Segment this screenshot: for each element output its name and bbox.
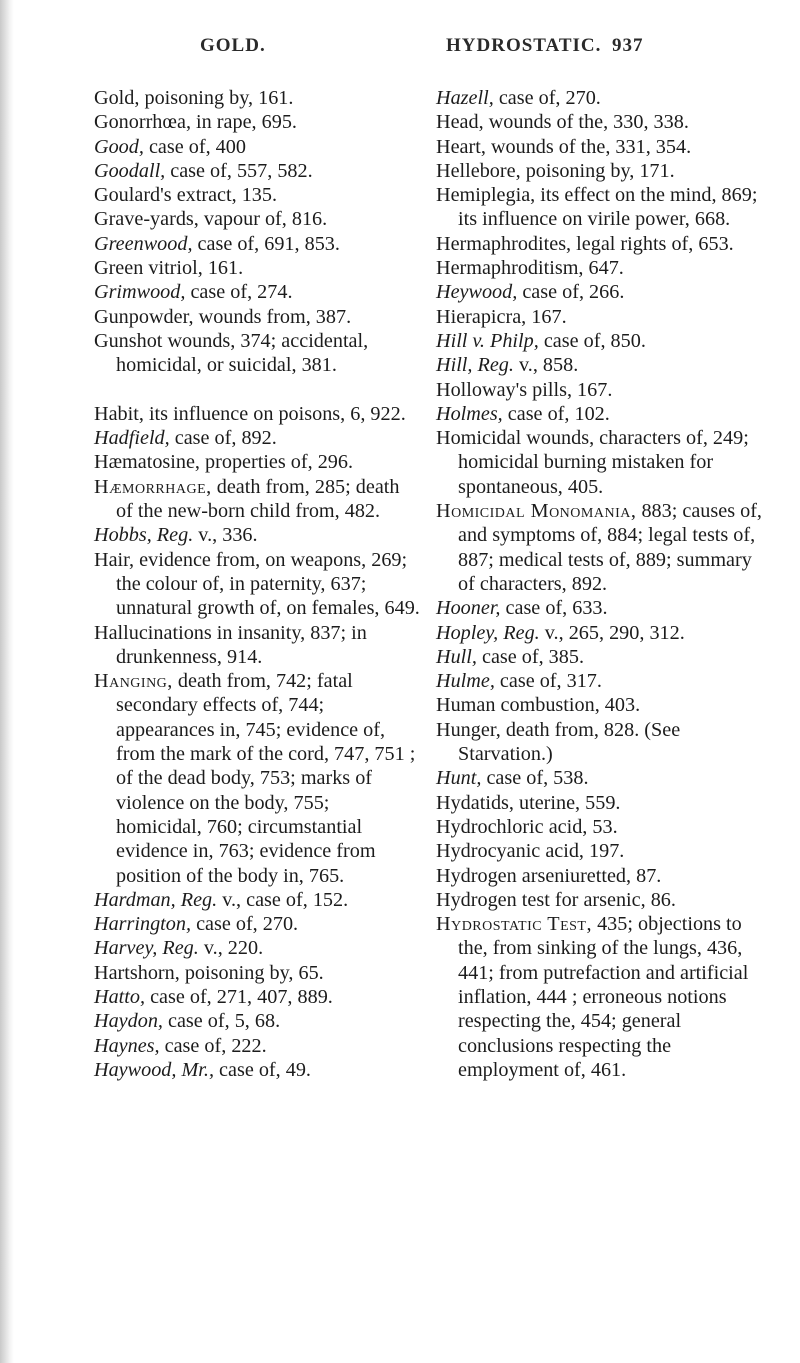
entry-heading: Greenwood, xyxy=(94,232,193,255)
entry-heading: Hazell, xyxy=(436,87,494,109)
entry-heading: Gunshot xyxy=(94,329,163,352)
entry-references: its influence on poisons, 6, 922. xyxy=(143,402,406,425)
entry-heading: Hartshorn, xyxy=(94,961,180,984)
index-entry xyxy=(94,305,420,329)
entry-references: 435; objections to the, from sinking of the lungs, 436, 441; from putrefaction and artificial inflation, 444 ; erroneous notions respecting the, 454; general conclusions respecting the employment of, 461. xyxy=(458,913,749,1081)
index-entry xyxy=(94,1058,420,1082)
index-entry xyxy=(436,353,764,377)
entry-references: case of, 557, 582. xyxy=(165,159,313,182)
entry-heading: Harrington, xyxy=(94,913,192,936)
entry-references: 647. xyxy=(583,257,624,280)
entry-heading: Hydrostatic Test, xyxy=(436,913,593,936)
entry-references: vapour of, 816. xyxy=(198,208,328,231)
entry-heading: Hierapicra, xyxy=(436,305,527,328)
index-entry xyxy=(436,766,764,790)
index-entry xyxy=(436,110,764,134)
entry-references: wounds from, 387. xyxy=(193,305,352,328)
index-entry xyxy=(94,110,420,134)
index-entry xyxy=(436,329,764,353)
entry-heading: Hydrogen xyxy=(436,888,517,911)
entry-references: case of, 538. xyxy=(481,767,589,790)
index-entry xyxy=(94,159,420,183)
entry-references: poisoning by, 65. xyxy=(179,961,324,984)
entry-references: 883; causes of, and symptoms of, 884; legal tests of, 887; medical tests of, 889; summary of characters, 892. xyxy=(458,500,762,595)
entry-references: in rape, 695. xyxy=(191,111,297,134)
entry-heading: Hill, Reg. xyxy=(436,354,514,377)
index-entry xyxy=(94,961,420,985)
entry-heading: Heywood, xyxy=(436,281,518,304)
index-entry xyxy=(436,888,764,912)
entry-references: test for arsenic, 86. xyxy=(516,888,676,911)
entry-references: case of, 270. xyxy=(493,87,601,109)
index-entry xyxy=(94,912,420,936)
entry-heading: Hermaphrodites, xyxy=(436,232,572,255)
index-entry xyxy=(436,864,764,888)
entry-heading: Habit, xyxy=(94,402,144,425)
entry-heading: Head, xyxy=(436,111,484,134)
index-entry xyxy=(436,621,764,645)
entry-references: death from, 742; fatal secondary effects of, 744; appearances in, 745; evidence of, from the mark of the cord, 747, 751 ; of the dead body, 753; marks of violence on the body, 755; homicidal, 760; circumstantial evidence in, 763; evidence from position of the body in, 765. xyxy=(116,670,416,887)
index-entry xyxy=(436,596,764,620)
entry-references: case of, 266. xyxy=(517,281,625,304)
index-entry xyxy=(436,135,764,159)
entry-heading: Haynes, xyxy=(94,1034,160,1057)
entry-references: poisoning by, 171. xyxy=(520,159,675,182)
entry-heading: Hunt, xyxy=(436,767,482,790)
entry-references: case of, 274. xyxy=(185,281,293,304)
entry-references: pills, 167. xyxy=(527,378,613,401)
entry-references: v., 265, 290, 312. xyxy=(539,621,685,644)
entry-heading: Hydrocyanic xyxy=(436,840,541,863)
entry-heading: Hair, xyxy=(94,548,135,571)
index-entry xyxy=(436,791,764,815)
entry-heading: Hæmatosine, xyxy=(94,451,200,474)
entry-heading: Homicidal Monomania, xyxy=(436,500,637,523)
entry-references: v., 858. xyxy=(513,354,579,377)
entry-heading: Hatto, xyxy=(94,985,146,1008)
entry-references: acid, 197. xyxy=(540,840,625,863)
entry-references: wounds of the, 330, 338. xyxy=(483,111,689,134)
entry-heading: Hadfield, xyxy=(94,427,170,450)
entry-references: properties of, 296. xyxy=(199,451,354,474)
running-head-left: GOLD. xyxy=(200,35,266,56)
entry-heading: Green xyxy=(94,257,144,280)
entry-references: wounds of the, 331, 354. xyxy=(485,135,692,158)
index-entry xyxy=(436,159,764,183)
entry-heading: Hobbs, Reg. xyxy=(94,524,194,547)
entry-references: case of, 400 xyxy=(143,135,246,158)
entry-references: case of, 222. xyxy=(159,1034,267,1057)
index-entry xyxy=(94,232,420,256)
index-entry xyxy=(94,207,420,231)
entry-heading: Hydrochloric xyxy=(436,815,544,838)
index-entry xyxy=(94,985,420,1009)
index-entry xyxy=(436,280,764,304)
entry-heading: Good, xyxy=(94,135,144,158)
entry-heading: Human xyxy=(436,694,496,717)
entry-heading: Hopley, Reg. xyxy=(436,621,540,644)
index-entry xyxy=(436,669,764,693)
entry-references: case of, 850. xyxy=(538,329,646,352)
entry-heading: Harvey, Reg. xyxy=(94,937,199,960)
entry-heading: Hulme, xyxy=(436,670,495,693)
index-entry xyxy=(436,645,764,669)
index-entry xyxy=(94,183,420,207)
index-entry xyxy=(436,839,764,863)
entry-heading: Hæmorrhage, xyxy=(94,475,212,498)
entry-heading: Hooner, xyxy=(436,597,501,620)
index-entry xyxy=(94,621,420,670)
entry-references: vitriol, 161. xyxy=(143,257,244,280)
entry-heading: Homicidal xyxy=(436,427,522,450)
running-head-center: HYDROSTATIC. xyxy=(446,35,602,56)
index-entry xyxy=(94,669,420,888)
entry-references: death from, 285; death of the new-born child from, 482. xyxy=(116,475,400,523)
index-entry xyxy=(94,402,420,426)
index-entry xyxy=(94,1009,420,1033)
entry-references: case of, 49. xyxy=(214,1058,311,1081)
index-entry xyxy=(436,232,764,256)
index-entry xyxy=(94,329,420,378)
entry-heading: Hydatids, xyxy=(436,791,514,814)
entry-references: uterine, 559. xyxy=(513,791,621,814)
entry-references: death from, 828. (See Starvation.) xyxy=(458,718,681,766)
entry-heading: Grimwood, xyxy=(94,281,186,304)
entry-references: its effect on the mind, 869; its influence on virile power, 668. xyxy=(458,184,758,231)
entry-heading: Gold, xyxy=(94,87,140,109)
entry-references: v., 336. xyxy=(193,524,258,547)
entry-references: 167. xyxy=(526,305,567,328)
entry-heading: Gonorrhœa, xyxy=(94,111,191,134)
entry-heading: Hardman, Reg. xyxy=(94,888,218,911)
entry-references: case of, 5, 68. xyxy=(162,1010,281,1033)
index-column-left xyxy=(94,86,420,1082)
entry-references: case of, 892. xyxy=(169,427,277,450)
index-entry xyxy=(94,936,420,960)
entry-references: poisoning by, 161. xyxy=(139,87,294,109)
entry-heading: Gunpowder, xyxy=(94,305,194,328)
index-entry xyxy=(436,86,764,110)
index-entry xyxy=(94,523,420,547)
entry-references: extract, 135. xyxy=(171,184,278,207)
entry-references: acid, 53. xyxy=(543,815,618,838)
entry-references: case of, 317. xyxy=(494,670,602,693)
entry-references: case of, 691, 853. xyxy=(192,232,340,255)
index-entry xyxy=(94,450,420,474)
index-entry xyxy=(436,183,764,232)
index-entry xyxy=(436,718,764,767)
entry-heading: Hull, xyxy=(436,645,477,668)
page-spine-shadow xyxy=(0,0,14,1363)
index-entry xyxy=(436,912,764,1082)
index-entry xyxy=(436,378,764,402)
index-entry xyxy=(436,256,764,280)
index-entry xyxy=(94,888,420,912)
index-entry xyxy=(436,499,764,596)
entry-references: in insanity, 837; in drunkenness, 914. xyxy=(116,621,367,668)
entry-references: evidence from, on weapons, 269; the colour of, in paternity, 637; unnatural growth of, on females, 649. xyxy=(116,548,420,620)
entry-heading: Hemiplegia, xyxy=(436,184,536,207)
entry-heading: Heart, xyxy=(436,135,486,158)
index-column-right xyxy=(436,86,764,1082)
entry-references: legal rights of, 653. xyxy=(571,232,734,255)
index-entry xyxy=(436,693,764,717)
index-entry xyxy=(436,402,764,426)
entry-heading: Hallucinations xyxy=(94,621,212,644)
entry-references: v., case of, 152. xyxy=(217,888,349,911)
index-entry xyxy=(436,426,764,499)
entry-references: combustion, 403. xyxy=(495,694,641,717)
page-number: 937 xyxy=(612,35,644,56)
index-entry xyxy=(436,815,764,839)
entry-heading: Hermaphroditism, xyxy=(436,257,584,280)
index-entry xyxy=(94,426,420,450)
entry-heading: Holloway's xyxy=(436,378,528,401)
entry-heading: Hunger, xyxy=(436,718,501,741)
index-entry xyxy=(94,1034,420,1058)
entry-heading: Haydon, xyxy=(94,1010,163,1033)
entry-heading: Goodall, xyxy=(94,159,166,182)
entry-references: wounds, characters of, 249; homicidal burning mistaken for spontaneous, 405. xyxy=(458,427,749,498)
entry-references: case of, 102. xyxy=(502,402,610,425)
entry-heading: Grave-yards, xyxy=(94,208,199,231)
entry-references: arseniuretted, 87. xyxy=(516,864,662,887)
index-entry xyxy=(94,256,420,280)
entry-heading: Goulard's xyxy=(94,184,172,207)
entry-references: v., 220. xyxy=(198,937,264,960)
entry-references: case of, 270. xyxy=(191,913,299,936)
entry-heading: Hydrogen xyxy=(436,864,517,887)
entry-heading: Hanging, xyxy=(94,670,173,693)
index-entry xyxy=(94,548,420,621)
entry-references: case of, 633. xyxy=(500,597,608,620)
entry-heading: Holmes, xyxy=(436,402,503,425)
entry-heading: Hill v. Philp, xyxy=(436,329,539,352)
entry-references: case of, 271, 407, 889. xyxy=(145,985,333,1008)
index-entry xyxy=(436,305,764,329)
entry-references: wounds, 374; accidental, homicidal, or suicidal, 381. xyxy=(116,329,369,377)
index-entry xyxy=(94,135,420,159)
entry-heading: Hellebore, xyxy=(436,159,521,182)
entry-references: case of, 385. xyxy=(476,645,585,668)
index-entry xyxy=(94,280,420,304)
index-entry xyxy=(94,86,420,110)
index-entry xyxy=(94,475,420,524)
entry-heading: Haywood, Mr., xyxy=(94,1058,214,1081)
